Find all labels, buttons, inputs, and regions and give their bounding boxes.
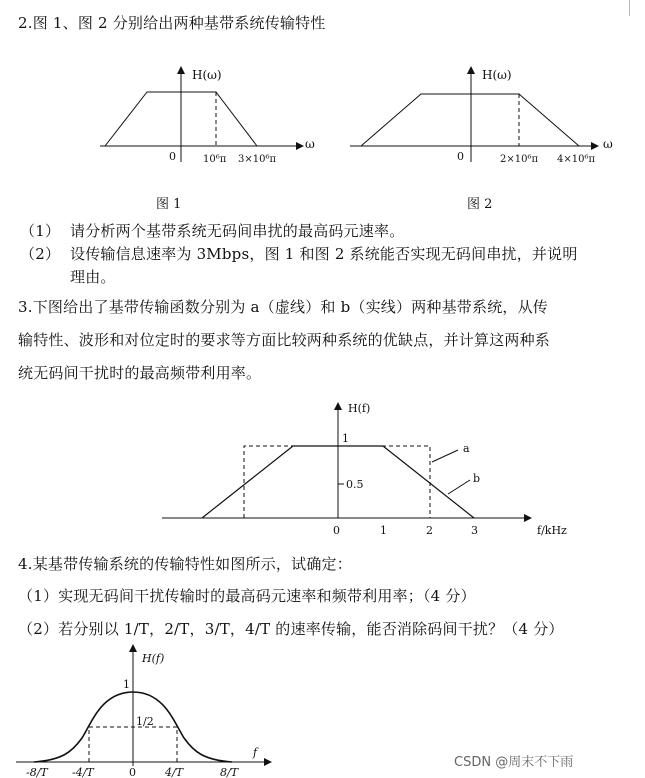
q3-line3: 统无码间干扰时的最高频带利用率。 [18, 364, 262, 382]
fig1-origin: 0 [169, 150, 176, 163]
q2-item2-cont: 理由。 [70, 268, 116, 286]
q2-item2-text: 设传输信息速率为 3Mbps，图 1 和图 2 系统能否实现无码间串扰，并说明 [70, 245, 578, 263]
fig4-ylabel: H(f) [142, 652, 165, 665]
q4-item2: （2）若分别以 1/T，2/T，3/T，4/T 的速率传输，能否消除码间干扰？（4 分） [18, 620, 564, 638]
fig2-curve [361, 94, 579, 146]
figure-2-trapezoid-plot [345, 62, 620, 177]
fig3-curve-a [244, 446, 430, 518]
fig1-ylabel: H(ω) [192, 68, 222, 82]
q3-line2: 输特性、波形和对位定时的要求等方面比较两种系统的优缺点，并计算这两种系 [18, 331, 551, 349]
fig2-ylabel: H(ω) [482, 68, 512, 82]
fig3-y1: 1 [342, 432, 349, 445]
figure-3-hf-plot [160, 398, 585, 543]
fig4-tick-4: 4/T [165, 766, 184, 778]
fig2-caption: 图 2 [467, 197, 493, 212]
fig1-tick1: 10⁶π [203, 154, 227, 165]
fig4-xlabel: f [253, 746, 258, 759]
fig2-origin: 0 [457, 150, 464, 163]
page-edge-line [629, 0, 630, 16]
figure-4-bell-plot [12, 642, 282, 778]
fig3-ylabel: H(f) [348, 402, 371, 415]
q2-title: 2.图 1、图 2 分别给出两种基带系统传输特性 [18, 14, 326, 32]
q2-item1-text: 请分析两个基带系统无码间串扰的最高码元速率。 [70, 222, 405, 240]
fig3-label-a: a [463, 442, 470, 455]
q3-line1: 3.下图给出了基带传输函数分别为 a（虚线）和 b（实线）两种基带系统，从传 [18, 298, 548, 316]
fig4-tick-m4: -4/T [72, 766, 94, 778]
fig4-tick-0: 0 [129, 766, 136, 778]
fig3-label-b: b [473, 472, 481, 485]
fig1-caption: 图 1 [156, 197, 182, 212]
fig2-tick1: 2×10⁶π [500, 154, 539, 165]
fig3-xlabel: f/kHz [537, 524, 567, 537]
fig4-yhalf: 1/2 [136, 715, 154, 728]
fig1-tick2: 3×10⁶π [238, 154, 277, 165]
fig3-leader-b [448, 480, 470, 494]
fig3-y05: 0.5 [346, 478, 364, 491]
q4-item1: （1）实现无码间干扰传输时的最高码元速率和频带利用率；（4 分） [18, 587, 476, 605]
figure-1-trapezoid-plot [95, 62, 320, 177]
watermark: CSDN @周末不下雨 [454, 755, 574, 770]
fig2-xlabel: ω [603, 137, 613, 151]
fig3-x3: 3 [471, 524, 478, 537]
fig3-x2: 2 [426, 524, 433, 537]
fig4-tick-m8: -8/T [26, 766, 48, 778]
q2-item1-num: （1） [20, 222, 61, 240]
fig3-x0: 0 [333, 524, 340, 537]
fig3-leader-a [432, 450, 458, 462]
fig1-xlabel: ω [305, 137, 315, 151]
fig4-tick-8: 8/T [220, 766, 239, 778]
fig2-tick2: 4×10⁶π [557, 154, 596, 165]
q2-item2-num: （2） [20, 245, 61, 263]
fig4-y1: 1 [123, 678, 130, 691]
q4-title: 4.某基带传输系统的传输特性如图所示，试确定： [18, 555, 352, 573]
fig3-x1: 1 [380, 524, 387, 537]
